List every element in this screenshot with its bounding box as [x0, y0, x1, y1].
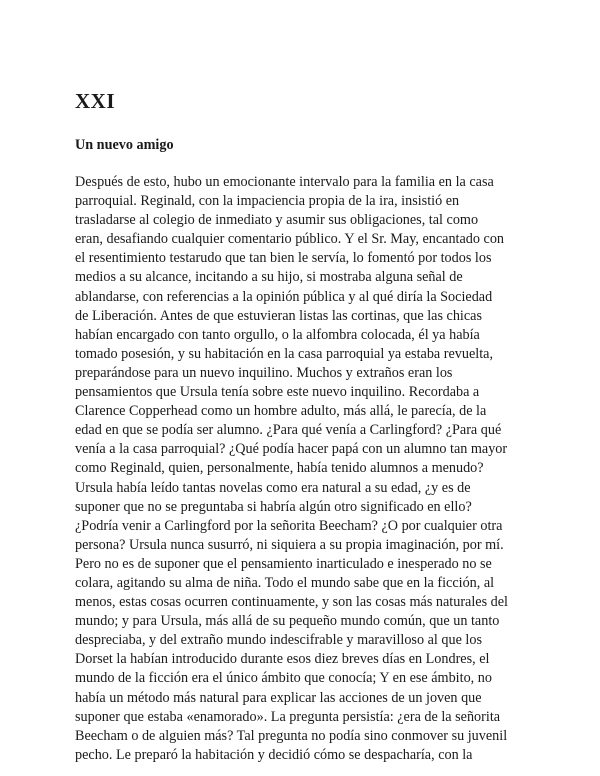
text-line: mundo; y para Ursula, más allá de su pequeño mundo común, que un tanto	[75, 613, 500, 630]
text-line: Beecham o de alguien más? Tal pregunta no podía sino conmover su juvenil	[75, 727, 508, 744]
text-line: eran, desafiando cualquier comentario público. Y el Sr. May, encantado con	[75, 231, 505, 248]
text-line: trasladarse al colegio de inmediato y asumir sus obligaciones, tal como	[75, 212, 479, 229]
text-line: mundo de la ficción era el único ámbito que conocía; Y en ese ámbito, no	[75, 670, 492, 687]
text-line: parroquial. Reginald, con la impaciencia propia de la ira, insistió en	[75, 193, 460, 210]
text-line: pensamientos que Ursula tenía sobre este nuevo inquilino. Recordaba a	[75, 384, 480, 401]
chapter-number: XXI	[75, 89, 116, 113]
text-line: Dorset la habían introducido durante esos diez breves días en Londres, el	[75, 651, 490, 668]
text-line: edad en que se podía ser alumno. ¿Para qué venía a Carlingford? ¿Para qué	[75, 422, 502, 439]
body-paragraph	[75, 173, 530, 765]
text-line: habían encargado con tanto orgullo, o la alfombra colocada, él ya había	[75, 326, 480, 343]
text-line: el resentimiento testarudo que tan bien le servía, lo fomentó por todos los	[75, 250, 492, 267]
text-line: venía a la casa parroquial? ¿Qué podía hacer papá con un alumno tan mayor	[75, 441, 508, 458]
text-line: menos, estas cosas ocurren continuamente, y son las cosas más naturales del	[75, 594, 508, 611]
text-line: medios a su alcance, incitando a su hijo, si mostraba alguna señal de	[75, 269, 463, 286]
chapter-title: Un nuevo amigo	[75, 137, 174, 153]
text-line: como Reginald, quien, personalmente, había tenido alumnos a menudo?	[75, 460, 484, 477]
text-line: ¿Podría venir a Carlingford por la señorita Beecham? ¿O por cualquier otra	[75, 517, 503, 534]
text-line: preparándose para un nuevo inquilino. Muchos y extraños eran los	[75, 364, 453, 381]
text-line: Pero no es de suponer que el pensamiento inarticulado e inesperado no se	[75, 555, 492, 572]
text-line: ablandarse, con referencias a la opinión pública y al qué diría la Sociedad	[75, 288, 493, 305]
text-line: Después de esto, hubo un emocionante intervalo para la familia en la casa	[75, 174, 494, 190]
text-line: colara, agitando su alma de niña. Todo el mundo sabe que en la ficción, al	[75, 574, 495, 591]
text-line: de Liberación. Antes de que estuvieran listas las cortinas, que las chicas	[75, 307, 482, 324]
text-line: despreciaba, y del extraño mundo indescifrable y maravilloso al que los	[75, 632, 482, 649]
text-line: tomado posesión, y su habitación en la casa parroquial ya estaba revuelta,	[75, 345, 493, 362]
text-line: pecho. Le preparó la habitación y decidió cómo se despacharía, con la	[75, 746, 473, 763]
text-line: suponer que no se preguntaba si habría algún otro significado en ello?	[75, 498, 472, 515]
text-line: suponer que estaba «enamorado». La pregunta persistía: ¿era de la señorita	[75, 708, 501, 725]
text-line: persona? Ursula nunca susurró, ni siquiera a su propia imaginación, por mí.	[75, 536, 504, 553]
text-line: había un método más natural para explicar las acciones de un joven que	[75, 689, 482, 706]
document-page	[75, 88, 530, 765]
text-line: Clarence Copperhead como un hombre adulto, más allá, le parecía, de la	[75, 403, 487, 420]
text-line: Ursula había leído tantas novelas como era natural a su edad, ¿y es de	[75, 479, 471, 496]
